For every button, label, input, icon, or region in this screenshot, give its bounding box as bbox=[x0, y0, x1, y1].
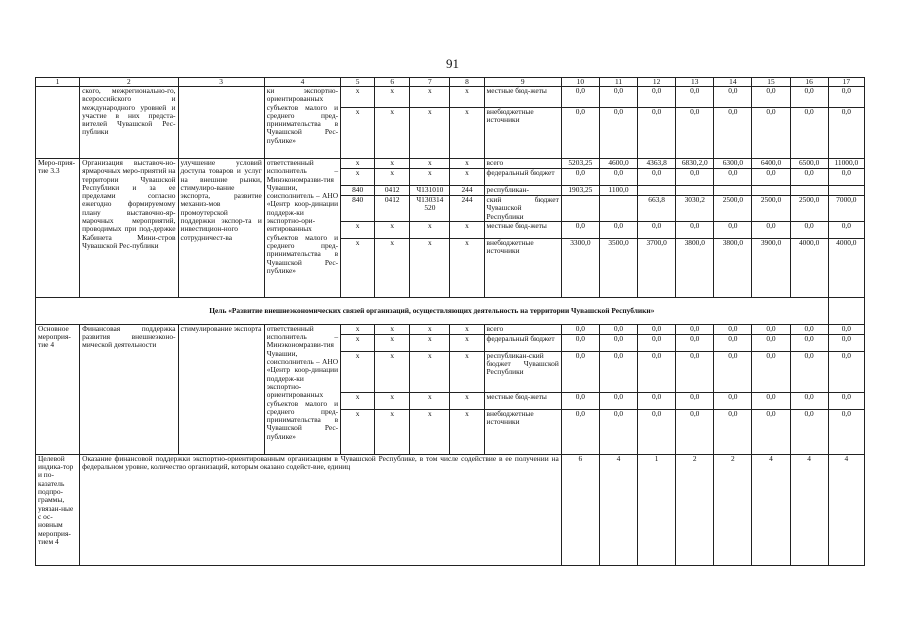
amount-cell: 3700,0 bbox=[638, 238, 676, 297]
table-cell: x bbox=[450, 159, 484, 169]
table-cell: x bbox=[375, 169, 410, 186]
indicator-value: 6 bbox=[561, 454, 599, 565]
column-header: 14 bbox=[714, 78, 752, 87]
amount-cell: 0,0 bbox=[599, 392, 637, 409]
amount-cell: 0,0 bbox=[828, 351, 864, 392]
amount-cell: 3300,0 bbox=[561, 238, 599, 297]
amount-cell: 0,0 bbox=[714, 87, 752, 108]
table-cell: x bbox=[450, 334, 484, 351]
amount-cell bbox=[714, 186, 752, 196]
table-cell: x bbox=[410, 392, 450, 409]
column-header: 13 bbox=[676, 78, 714, 87]
funding-source: республикан- bbox=[484, 186, 561, 196]
event-description: ского, межрегионально-го, всероссийского и международного уровней и участие в них предста-вителей Чувашской Рес-публики bbox=[80, 87, 178, 159]
amount-cell: 0,0 bbox=[561, 409, 599, 454]
table-cell: x bbox=[375, 334, 410, 351]
indicator-value: 4 bbox=[752, 454, 790, 565]
table-cell: x bbox=[341, 108, 375, 159]
measure-label: Меро-прия-тие 3.3 bbox=[36, 159, 80, 298]
table-cell: x bbox=[375, 87, 410, 108]
table-cell: 244 bbox=[450, 186, 484, 196]
indicator-value: 4 bbox=[790, 454, 828, 565]
funding-source: внебюджетные источники bbox=[484, 108, 561, 159]
amount-cell: 0,0 bbox=[638, 324, 676, 334]
amount-cell: 4000,0 bbox=[790, 238, 828, 297]
table-cell: x bbox=[341, 334, 375, 351]
amount-cell: 0,0 bbox=[828, 169, 864, 186]
funding-source: федеральный бюджет bbox=[484, 334, 561, 351]
table-cell: x bbox=[410, 221, 450, 238]
amount-cell bbox=[599, 196, 637, 222]
header-row bbox=[36, 78, 865, 87]
amount-cell: 0,0 bbox=[638, 221, 676, 238]
amount-cell: 0,0 bbox=[561, 169, 599, 186]
amount-cell: 0,0 bbox=[561, 108, 599, 159]
executor: ки экспортно-ориентированных субъектов малого и среднего пред-принимательства в Чувашской Рес-публике» bbox=[264, 87, 340, 159]
funding-source: внебюджетные источники bbox=[484, 409, 561, 454]
table-row bbox=[36, 324, 865, 334]
column-header: 8 bbox=[450, 78, 484, 87]
amount-cell: 0,0 bbox=[828, 87, 864, 108]
amount-cell: 6830,2,0 bbox=[676, 159, 714, 169]
executor: ответственный исполнитель – Минэкономразви-тия Чувашии, соисполнитель – АНО «Центр коор-динации поддерж-ки экспортно-ориентированных субъектов малого и среднего пред-принимательства в Чувашской Рес-публике» bbox=[264, 324, 340, 454]
amount-cell: 0,0 bbox=[714, 169, 752, 186]
column-header: 15 bbox=[752, 78, 790, 87]
table-cell: x bbox=[450, 392, 484, 409]
amount-cell bbox=[676, 186, 714, 196]
funding-source: республикан-ский бюджет Чувашской Республики bbox=[484, 351, 561, 392]
amount-cell: 0,0 bbox=[752, 108, 790, 159]
table-cell: Ч130314 520 bbox=[410, 196, 450, 222]
table-cell: 840 bbox=[341, 196, 375, 222]
empty-cell bbox=[828, 297, 864, 324]
amount-cell: 0,0 bbox=[790, 324, 828, 334]
table-cell: x bbox=[341, 159, 375, 169]
funding-source: всего bbox=[484, 324, 561, 334]
amount-cell: 0,0 bbox=[638, 87, 676, 108]
amount-cell: 0,0 bbox=[790, 169, 828, 186]
amount-cell: 0,0 bbox=[752, 392, 790, 409]
table-cell: x bbox=[375, 221, 410, 238]
table-cell: x bbox=[341, 409, 375, 454]
funding-source: федеральный бюджет bbox=[484, 169, 561, 186]
amount-cell: 0,0 bbox=[638, 169, 676, 186]
column-header: 11 bbox=[599, 78, 637, 87]
amount-cell: 0,0 bbox=[561, 87, 599, 108]
table-row bbox=[36, 159, 865, 169]
table-cell: 840 bbox=[341, 186, 375, 196]
table-cell: 244 bbox=[450, 196, 484, 222]
amount-cell bbox=[828, 186, 864, 196]
table-cell: x bbox=[341, 87, 375, 108]
column-header: 7 bbox=[410, 78, 450, 87]
amount-cell: 0,0 bbox=[676, 87, 714, 108]
amount-cell: 0,0 bbox=[828, 409, 864, 454]
table-cell: x bbox=[410, 169, 450, 186]
goal-row bbox=[36, 297, 865, 324]
table-cell: Ч131010 bbox=[410, 186, 450, 196]
table-cell: x bbox=[341, 169, 375, 186]
table-cell: x bbox=[375, 409, 410, 454]
column-header: 5 bbox=[341, 78, 375, 87]
amount-cell: 0,0 bbox=[752, 409, 790, 454]
table-cell: x bbox=[410, 87, 450, 108]
amount-cell: 0,0 bbox=[714, 108, 752, 159]
amount-cell: 0,0 bbox=[790, 351, 828, 392]
table-cell: x bbox=[450, 108, 484, 159]
table-cell: x bbox=[450, 87, 484, 108]
table-cell: x bbox=[341, 351, 375, 392]
amount-cell: 0,0 bbox=[714, 334, 752, 351]
amount-cell: 0,0 bbox=[752, 169, 790, 186]
table-cell: x bbox=[341, 392, 375, 409]
table-cell: 0412 bbox=[375, 196, 410, 222]
amount-cell: 0,0 bbox=[828, 108, 864, 159]
program-table bbox=[35, 77, 865, 566]
empty-cell bbox=[36, 87, 80, 159]
table-cell: x bbox=[450, 351, 484, 392]
column-header: 17 bbox=[828, 78, 864, 87]
table-cell: x bbox=[375, 351, 410, 392]
amount-cell: 2500,0 bbox=[714, 196, 752, 222]
funding-source: всего bbox=[484, 159, 561, 169]
amount-cell: 3800,0 bbox=[676, 238, 714, 297]
amount-cell: 0,0 bbox=[790, 87, 828, 108]
table-cell: x bbox=[410, 351, 450, 392]
amount-cell: 0,0 bbox=[599, 221, 637, 238]
table-cell: x bbox=[375, 324, 410, 334]
indicator-value: 2 bbox=[676, 454, 714, 565]
amount-cell: 0,0 bbox=[790, 221, 828, 238]
amount-cell: 0,0 bbox=[599, 87, 637, 108]
amount-cell: 4363,8 bbox=[638, 159, 676, 169]
measure-label: Основное мероприя-тие 4 bbox=[36, 324, 80, 454]
amount-cell bbox=[790, 186, 828, 196]
amount-cell: 0,0 bbox=[714, 392, 752, 409]
amount-cell: 0,0 bbox=[599, 169, 637, 186]
table-cell: x bbox=[450, 238, 484, 297]
amount-cell: 0,0 bbox=[714, 221, 752, 238]
table-cell: x bbox=[375, 392, 410, 409]
amount-cell: 3800,0 bbox=[714, 238, 752, 297]
amount-cell: 2500,0 bbox=[752, 196, 790, 222]
empty-cell bbox=[178, 87, 264, 159]
amount-cell bbox=[638, 186, 676, 196]
table-row bbox=[36, 87, 865, 108]
amount-cell: 0,0 bbox=[752, 324, 790, 334]
indicator-value: 4 bbox=[828, 454, 864, 565]
amount-cell: 0,0 bbox=[638, 108, 676, 159]
indicator-value: 4 bbox=[599, 454, 637, 565]
amount-cell: 0,0 bbox=[790, 409, 828, 454]
amount-cell: 4600,0 bbox=[599, 159, 637, 169]
amount-cell: 0,0 bbox=[676, 409, 714, 454]
amount-cell: 0,0 bbox=[638, 409, 676, 454]
table-cell: x bbox=[450, 324, 484, 334]
amount-cell: 0,0 bbox=[561, 351, 599, 392]
table-cell: x bbox=[341, 324, 375, 334]
amount-cell: 0,0 bbox=[714, 324, 752, 334]
table-cell: x bbox=[375, 159, 410, 169]
table-cell: x bbox=[375, 238, 410, 297]
column-header: 1 bbox=[36, 78, 80, 87]
amount-cell: 0,0 bbox=[561, 334, 599, 351]
amount-cell: 1903,25 bbox=[561, 186, 599, 196]
amount-cell: 1100,0 bbox=[599, 186, 637, 196]
table-cell: x bbox=[410, 159, 450, 169]
table-cell: x bbox=[410, 108, 450, 159]
amount-cell: 0,0 bbox=[638, 392, 676, 409]
table-cell: x bbox=[450, 221, 484, 238]
indicator-value: 2 bbox=[714, 454, 752, 565]
amount-cell: 0,0 bbox=[790, 392, 828, 409]
amount-cell: 0,0 bbox=[828, 334, 864, 351]
amount-cell: 0,0 bbox=[676, 169, 714, 186]
indicator-description: Оказание финансовой поддержки экспортно-ориентированным организациям в Чувашской Республике, в том числе содействие в ее получении на федеральном уровне, количество организаций, которым оказано содейст-вие, единиц bbox=[80, 454, 562, 565]
table-cell: 0412 bbox=[375, 186, 410, 196]
amount-cell: 0,0 bbox=[752, 351, 790, 392]
amount-cell: 0,0 bbox=[638, 334, 676, 351]
amount-cell: 0,0 bbox=[828, 392, 864, 409]
amount-cell: 0,0 bbox=[752, 221, 790, 238]
amount-cell bbox=[561, 196, 599, 222]
amount-cell: 0,0 bbox=[599, 108, 637, 159]
amount-cell: 0,0 bbox=[714, 351, 752, 392]
executor: ответственный исполнитель – Минэкономразви-тия Чувашии, соисполнитель – АНО «Центр коор-динации поддерж-ки экспортно-ори-ентированных субъектов малого и среднего пред-принимательства в Чувашской Рес-публике» bbox=[264, 159, 340, 298]
column-header: 16 bbox=[790, 78, 828, 87]
funding-source: местные бюд-жеты bbox=[484, 87, 561, 108]
measure-description: Финансовая поддержка развития внешнеэконо-мической деятельности bbox=[80, 324, 178, 454]
indicator-row bbox=[36, 454, 865, 565]
table-cell: x bbox=[410, 334, 450, 351]
funding-source: местные бюд-жеты bbox=[484, 221, 561, 238]
funding-source: ский бюджет Чувашской Республики bbox=[484, 196, 561, 222]
amount-cell: 0,0 bbox=[599, 409, 637, 454]
amount-cell: 6500,0 bbox=[790, 159, 828, 169]
amount-cell: 0,0 bbox=[676, 108, 714, 159]
table-cell: x bbox=[341, 221, 375, 238]
amount-cell: 0,0 bbox=[561, 324, 599, 334]
amount-cell: 0,0 bbox=[561, 392, 599, 409]
indicator-label: Целевой индика-тор и по-казатель подпро-граммы, увязан-ные с ос-новным мероприя-тием 4 bbox=[36, 454, 80, 565]
amount-cell: 0,0 bbox=[599, 351, 637, 392]
amount-cell: 3500,0 bbox=[599, 238, 637, 297]
amount-cell: 4000,0 bbox=[828, 238, 864, 297]
column-header: 6 bbox=[375, 78, 410, 87]
amount-cell: 0,0 bbox=[676, 324, 714, 334]
indicator-value: 1 bbox=[638, 454, 676, 565]
expected-result: стимулирование экспорта bbox=[178, 324, 264, 454]
table-cell: x bbox=[410, 324, 450, 334]
table-cell: x bbox=[450, 409, 484, 454]
table-cell: x bbox=[341, 238, 375, 297]
amount-cell: 0,0 bbox=[676, 392, 714, 409]
amount-cell: 11000,0 bbox=[828, 159, 864, 169]
amount-cell: 6300,0 bbox=[714, 159, 752, 169]
amount-cell: 0,0 bbox=[828, 324, 864, 334]
amount-cell: 3900,0 bbox=[752, 238, 790, 297]
amount-cell: 0,0 bbox=[676, 351, 714, 392]
column-header: 4 bbox=[264, 78, 340, 87]
amount-cell: 6400,0 bbox=[752, 159, 790, 169]
column-header: 12 bbox=[638, 78, 676, 87]
funding-source: местные бюд-жеты bbox=[484, 392, 561, 409]
goal-heading: Цель «Развитие внешнеэкономических связей организаций, осуществляющих деятельность на территории Чувашской Республики» bbox=[36, 297, 829, 324]
expected-result: улучшение условий доступа товаров и услуг на внешние рынки, стимулиро-вание экспорта, развитие механиз-мов промоутерской поддержки экспор-та и инвестицион-ного сотрудничест-ва bbox=[178, 159, 264, 298]
funding-source: внебюджетные источники bbox=[484, 238, 561, 297]
table-cell: x bbox=[410, 409, 450, 454]
table-cell: x bbox=[410, 238, 450, 297]
amount-cell: 0,0 bbox=[828, 221, 864, 238]
amount-cell: 3030,2 bbox=[676, 196, 714, 222]
column-header: 10 bbox=[561, 78, 599, 87]
page-number: 91 bbox=[446, 56, 459, 71]
amount-cell: 0,0 bbox=[599, 334, 637, 351]
column-header: 9 bbox=[484, 78, 561, 87]
amount-cell: 0,0 bbox=[790, 108, 828, 159]
amount-cell: 0,0 bbox=[561, 221, 599, 238]
amount-cell: 0,0 bbox=[676, 221, 714, 238]
table-cell: x bbox=[375, 108, 410, 159]
amount-cell: 0,0 bbox=[638, 351, 676, 392]
table-cell: x bbox=[450, 169, 484, 186]
measure-description: Организация выставоч-но-ярмарочных меро-приятий на территории Чувашской Республики и за ее пределами согласно ежегодно формируемому плану выставочно-яр-марочных мероприятий, проводимых при под-держке Кабинета Мини-стров Чувашской Рес-публики bbox=[80, 159, 178, 298]
amount-cell bbox=[752, 186, 790, 196]
amount-cell: 5203,25 bbox=[561, 159, 599, 169]
amount-cell: 2500,0 bbox=[790, 196, 828, 222]
amount-cell: 0,0 bbox=[676, 334, 714, 351]
amount-cell: 0,0 bbox=[599, 324, 637, 334]
column-header: 3 bbox=[178, 78, 264, 87]
column-header: 2 bbox=[80, 78, 178, 87]
amount-cell: 0,0 bbox=[714, 409, 752, 454]
amount-cell: 0,0 bbox=[790, 334, 828, 351]
amount-cell: 7000,0 bbox=[828, 196, 864, 222]
amount-cell: 0,0 bbox=[752, 334, 790, 351]
amount-cell: 0,0 bbox=[752, 87, 790, 108]
amount-cell: 663,8 bbox=[638, 196, 676, 222]
